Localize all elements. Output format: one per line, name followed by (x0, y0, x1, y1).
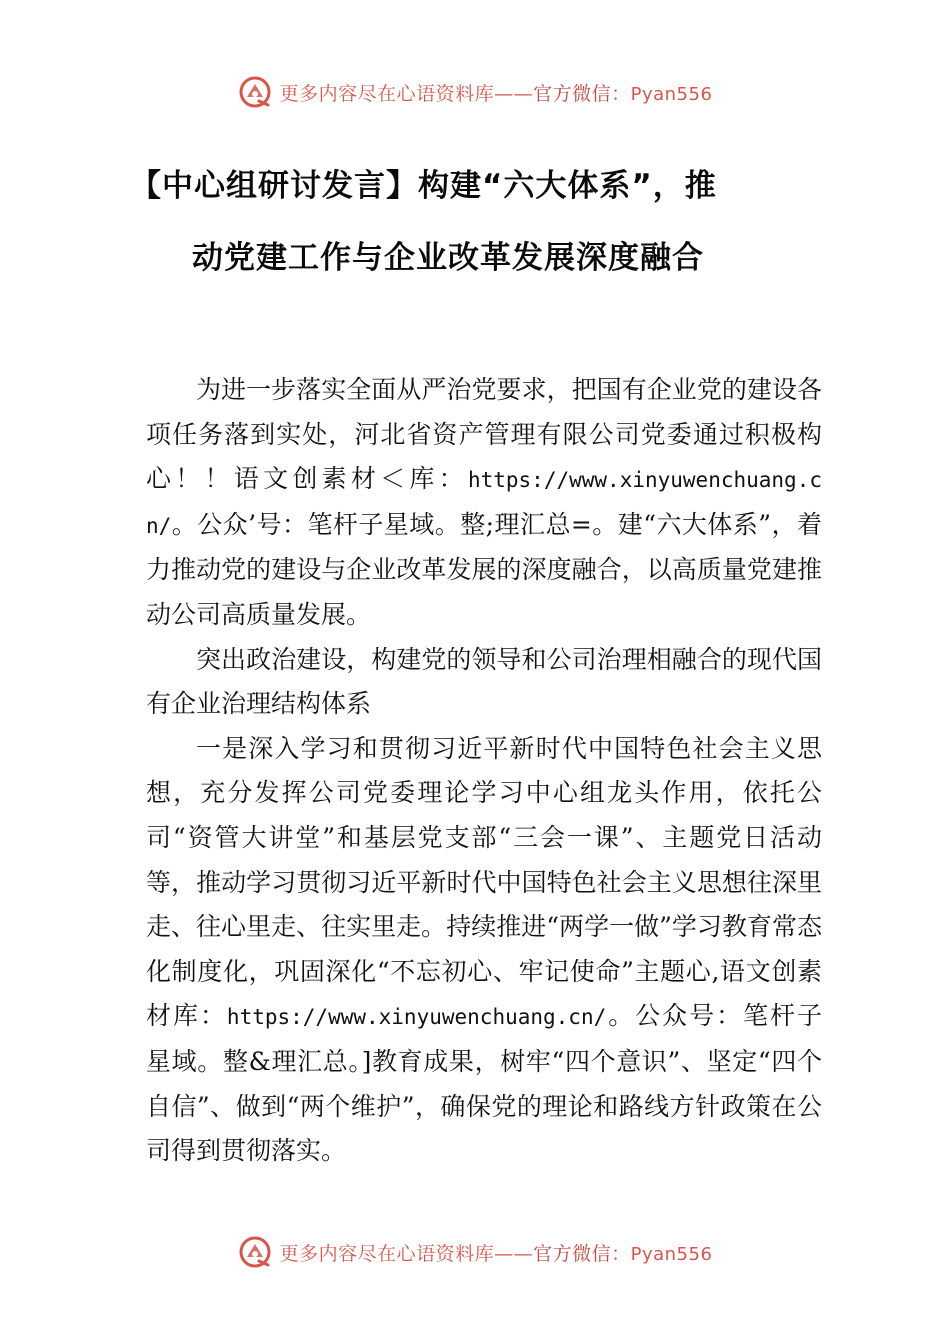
document-body (146, 368, 822, 1174)
paragraph-point-one: 一是深入学习和贯彻习近平新时代中国特色社会主义思想，充分发挥公司党委理论学习中心组龙头作用，依托公司“资管大讲堂”和基层党支部“三会一课”、主题党日活动等，推动学习贯彻习近平新时代中国特色社会主义思想往深里走、往心里走、往实里走。持续推进“两学一做”学习教育常态化制度化，巩固深化“不忘初心、牢记使命”主题心,语文创素材库：https://www.xinyuwenchuang.cn/。公众号：笔杆子星域。整&理汇总。]教育成果，树牢“四个意识”、坚定“四个自信”、做到“两个维护”，确保党的理论和路线方针政策在公司得到贯彻落实。 (146, 733, 822, 1166)
paragraph-intro: 为进一步落实全面从严治党要求，把国有企业党的建设各项任务落到实处，河北省资产管理有限公司党委通过积极构心！！语文创素材＜库：https://www.xinyuwenchuang.cn/。公众’号：笔杆子星域。整;理汇总=。建“六大体系”，着力推动党的建设与企业改革发展的深度融合，以高质量党建推动公司高质量发展。 (146, 375, 822, 629)
header-prefix: 更多内容尽在心语资料库 (279, 82, 495, 105)
header-banner (0, 72, 950, 112)
logo-icon (238, 75, 272, 109)
title-line-1: 【中心组研讨发言】构建“六大体系”，推 (130, 168, 717, 204)
footer-prefix: 更多内容尽在心语资料库 (279, 1242, 495, 1265)
header-separator: —— (494, 82, 534, 105)
footer-wechat-id: Pyan556 (630, 1243, 713, 1265)
url-text: https:// (226, 1005, 329, 1030)
url-text: www.xinyuwenchuang.cn/ (328, 1005, 607, 1030)
url-text: https:// (467, 468, 570, 493)
header-wechat-id: Pyan556 (630, 83, 713, 105)
header-wechat-label: 官方微信： (533, 82, 631, 105)
logo-icon (238, 1235, 272, 1269)
footer-separator: —— (494, 1242, 534, 1265)
footer-banner (0, 1232, 950, 1272)
footer-text (280, 1239, 713, 1266)
document-title (130, 150, 820, 294)
title-line-2: 动党建工作与企业改革发展深度融合 (192, 240, 704, 276)
url-text: www.xinyuwenchuang.cn/ (146, 468, 822, 538)
header-text (280, 79, 713, 106)
footer-wechat-label: 官方微信： (533, 1242, 631, 1265)
paragraph-section-heading: 突出政治建设，构建党的领导和公司治理相融合的现代国有企业治理结构体系 (146, 644, 822, 719)
